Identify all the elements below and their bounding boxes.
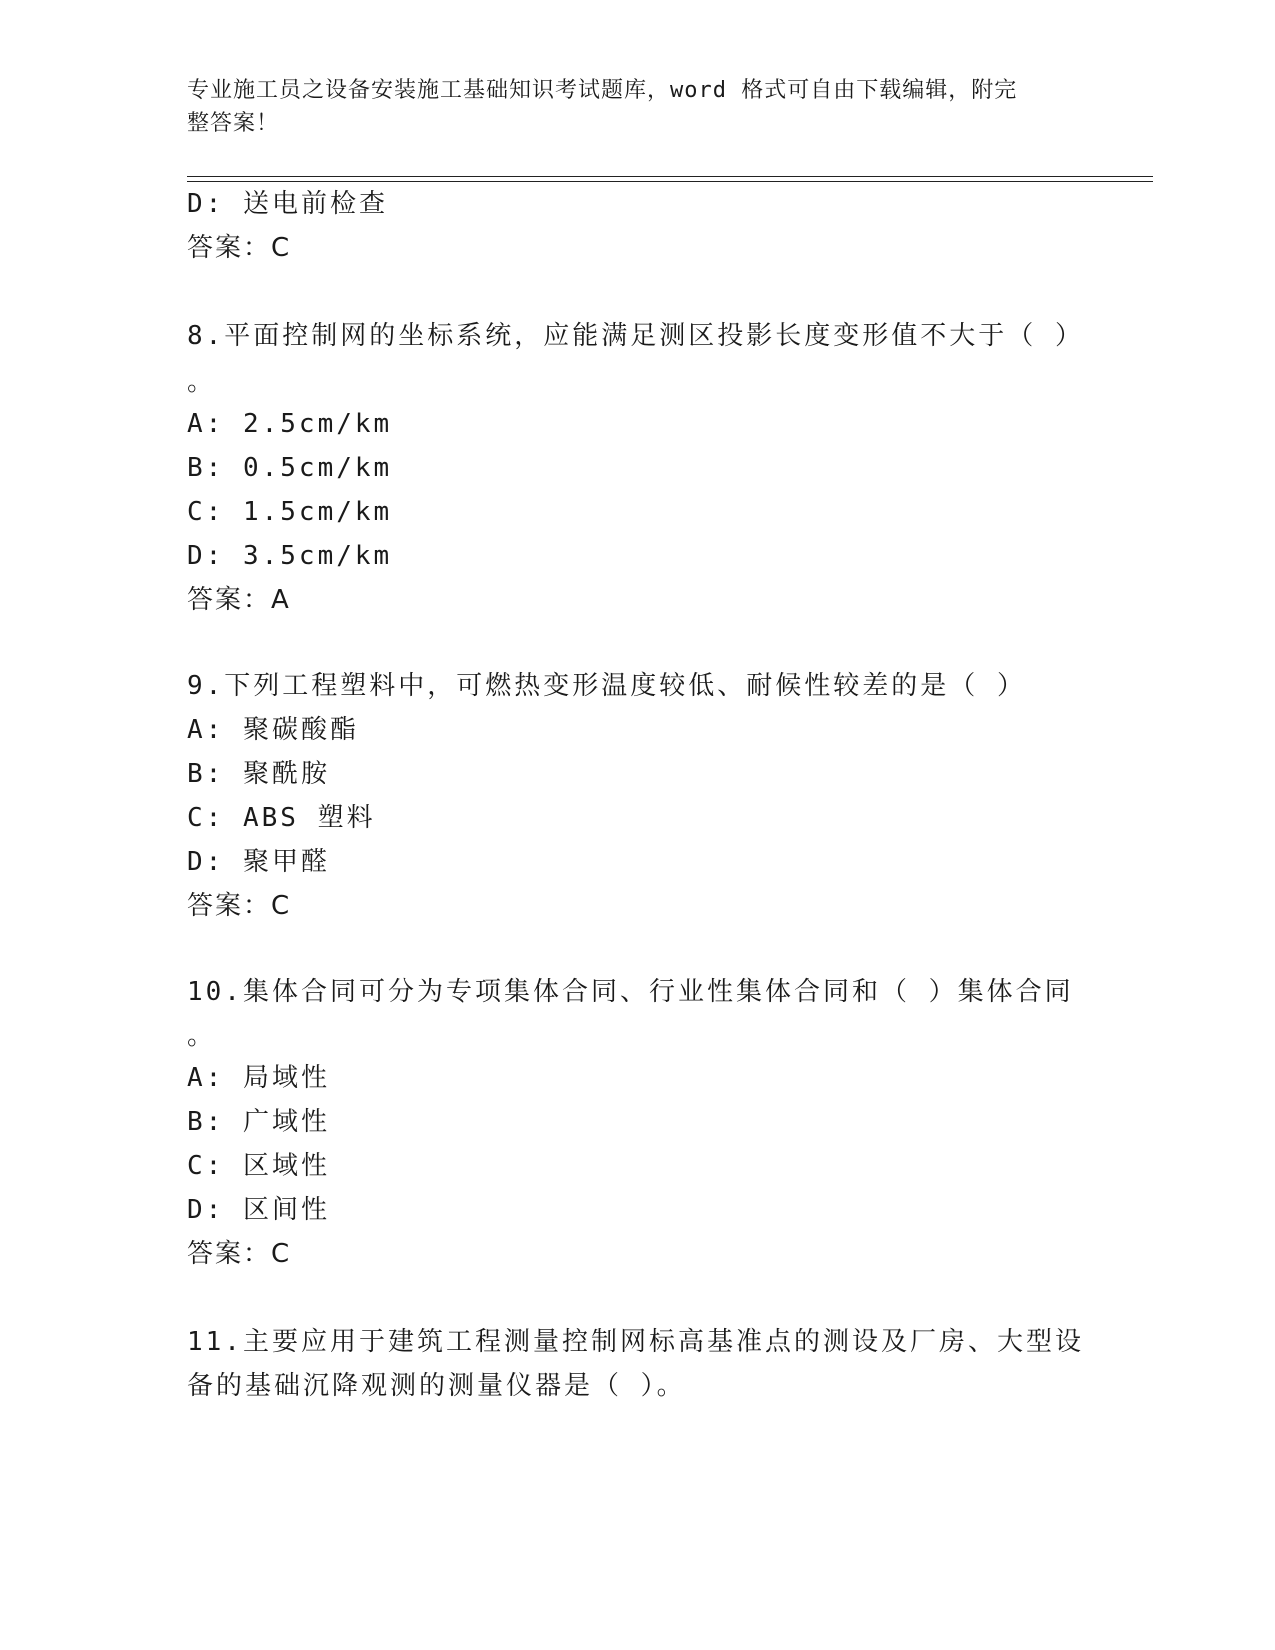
- header-divider-bottom: [187, 181, 1153, 182]
- q8-option-c: C: 1.5cm/km: [187, 497, 393, 527]
- q8-question-line-1: 8.平面控制网的坐标系统，应能满足测区投影长度变形值不大于（ ）: [187, 321, 1084, 351]
- q9-question-line-1: 9.下列工程塑料中，可燃热变形温度较低、耐候性较差的是（ ）: [187, 671, 1026, 701]
- q10-question-line-2: 。: [187, 1021, 217, 1051]
- q8-option-d: D: 3.5cm/km: [187, 541, 393, 571]
- q11-question-line-1: 11.主要应用于建筑工程测量控制网标高基准点的测设及厂房、大型设: [187, 1327, 1084, 1357]
- q9-option-c: C: ABS 塑料: [187, 803, 376, 833]
- q10-option-c: C: 区域性: [187, 1151, 330, 1181]
- header-line-1: 专业施工员之设备安装施工基础知识考试题库，word 格式可自由下载编辑，附完: [187, 78, 1018, 103]
- q7-option-d: D: 送电前检查: [187, 189, 388, 219]
- q8-question-line-2: 。: [187, 367, 217, 397]
- document-header: [187, 74, 1067, 140]
- q8-option-a: A: 2.5cm/km: [187, 409, 393, 439]
- q10-option-a: A: 局域性: [187, 1063, 330, 1093]
- q10-answer: 答案：C: [187, 1239, 292, 1269]
- q10-question-line-1: 10.集体合同可分为专项集体合同、行业性集体合同和（ ）集体合同: [187, 977, 1074, 1007]
- q9-option-d: D: 聚甲醛: [187, 847, 330, 877]
- q9-option-b: B: 聚酰胺: [187, 759, 330, 789]
- q8-option-b: B: 0.5cm/km: [187, 453, 393, 483]
- q7-answer: 答案：C: [187, 233, 292, 263]
- q10-option-b: B: 广域性: [187, 1107, 330, 1137]
- q8-answer: 答案：A: [187, 585, 291, 615]
- q9-option-a: A: 聚碳酸酯: [187, 715, 359, 745]
- header-divider-top: [187, 176, 1153, 177]
- q11-question-line-2: 备的基础沉降观测的测量仪器是（ ）。: [187, 1371, 686, 1401]
- q10-option-d: D: 区间性: [187, 1195, 330, 1225]
- header-line-2: 整答案！: [187, 111, 280, 136]
- q9-answer: 答案：C: [187, 891, 292, 921]
